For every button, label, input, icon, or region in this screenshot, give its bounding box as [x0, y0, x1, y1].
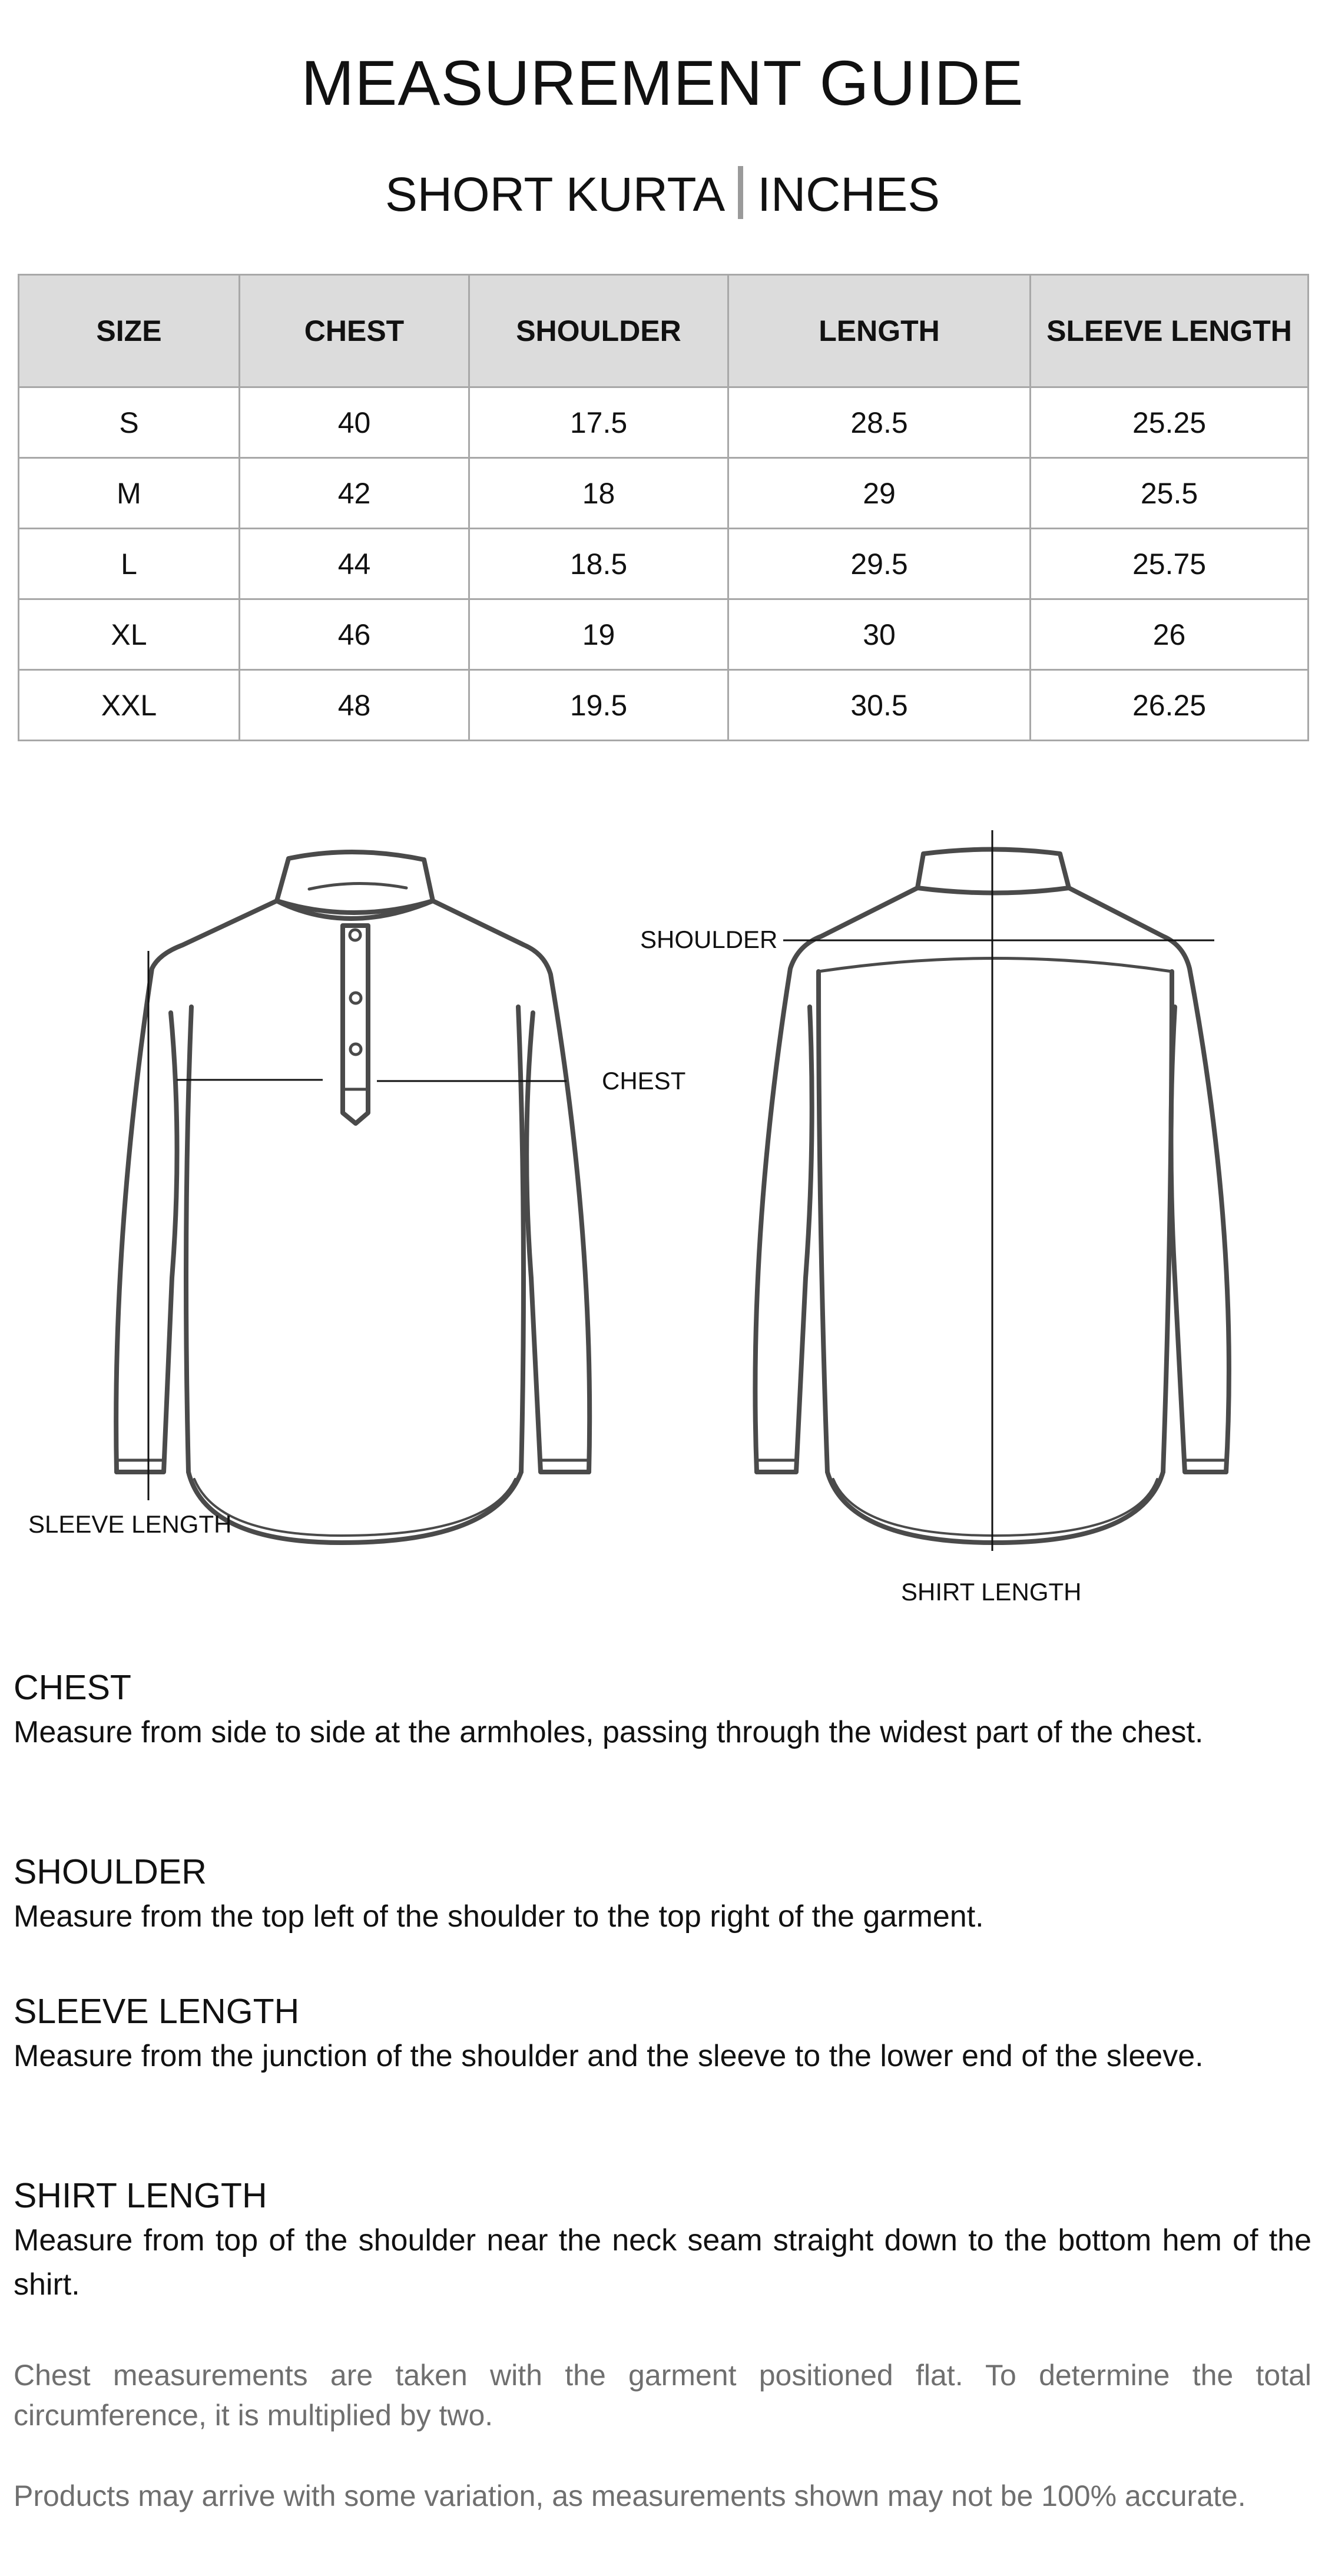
table-row — [19, 599, 1309, 670]
column-header-chest: CHEST — [240, 275, 469, 387]
table-row — [19, 529, 1309, 599]
page-title: MEASUREMENT GUIDE — [301, 47, 1024, 118]
subtitle-divider — [738, 166, 743, 219]
table-cell: 40 — [240, 387, 469, 458]
table-cell: 19.5 — [469, 670, 728, 741]
description-chest — [14, 1665, 1311, 1755]
description-heading: CHEST — [14, 1668, 131, 1707]
column-header-length: LENGTH — [728, 275, 1031, 387]
table-row — [19, 387, 1309, 458]
table-cell: XL — [19, 599, 240, 670]
table-cell: 19 — [469, 599, 728, 670]
description-text: Measure from the junction of the shoulder and the sleeve to the lower end of the sleeve. — [14, 2039, 1204, 2073]
table-cell: 30.5 — [728, 670, 1031, 741]
kurta-front-drawing — [116, 852, 589, 1543]
description-shirt-length — [14, 2173, 1311, 2307]
table-cell: L — [19, 529, 240, 599]
table-cell: 26 — [1031, 599, 1309, 670]
description-text: Measure from top of the shoulder near the neck seam straight down to the bottom hem of the shirt. — [14, 2223, 1311, 2302]
table-cell: 25.5 — [1031, 458, 1309, 529]
table-row — [19, 458, 1309, 529]
table-cell: 44 — [240, 529, 469, 599]
table-cell: 17.5 — [469, 387, 728, 458]
table-cell: 26.25 — [1031, 670, 1309, 741]
description-sleeve-length — [14, 1988, 1311, 2078]
table-header-row — [19, 275, 1309, 387]
description-heading: SHOULDER — [14, 1852, 207, 1891]
chest-label: CHEST — [602, 1067, 686, 1095]
shirt-length-label: SHIRT LENGTH — [901, 1578, 1082, 1606]
column-header-sleeve-length: SLEEVE LENGTH — [1031, 275, 1309, 387]
sleeve-length-label: SLEEVE LENGTH — [28, 1510, 232, 1538]
page-subtitle — [0, 166, 1325, 223]
description-text: Measure from side to side at the armholes, passing through the widest part of the chest. — [14, 1715, 1204, 1749]
table-cell: 30 — [728, 599, 1031, 670]
table-row — [19, 670, 1309, 741]
description-shoulder — [14, 1849, 1311, 1939]
table-cell: 29 — [728, 458, 1031, 529]
description-heading: SLEEVE LENGTH — [14, 1992, 300, 2031]
product-name: SHORT KURTA — [385, 168, 726, 221]
table-cell: 28.5 — [728, 387, 1031, 458]
table-cell: 46 — [240, 599, 469, 670]
variation-disclaimer: Products may arrive with some variation, as measurements shown may not be 100% accurate. — [14, 2479, 1246, 2512]
table-cell: 18.5 — [469, 529, 728, 599]
measurement-diagram — [0, 813, 1325, 1613]
table-cell: 48 — [240, 670, 469, 741]
shoulder-label: SHOULDER — [640, 926, 778, 953]
description-text: Measure from the top left of the shoulder to the top right of the garment. — [14, 1899, 984, 1934]
table-cell: 18 — [469, 458, 728, 529]
table-cell: 29.5 — [728, 529, 1031, 599]
column-header-shoulder: SHOULDER — [469, 275, 728, 387]
flat-measurement-note: Chest measurements are taken with the garment positioned flat. To determine the total circumference, it is multiplied by two. — [14, 2359, 1311, 2432]
table-cell: 25.25 — [1031, 387, 1309, 458]
table-cell: 25.75 — [1031, 529, 1309, 599]
table-cell: S — [19, 387, 240, 458]
column-header-size: SIZE — [19, 275, 240, 387]
table-cell: 42 — [240, 458, 469, 529]
description-heading: SHIRT LENGTH — [14, 2176, 267, 2215]
table-cell: XXL — [19, 670, 240, 741]
table-cell: M — [19, 458, 240, 529]
unit-label: INCHES — [757, 168, 940, 221]
size-table — [18, 274, 1309, 741]
